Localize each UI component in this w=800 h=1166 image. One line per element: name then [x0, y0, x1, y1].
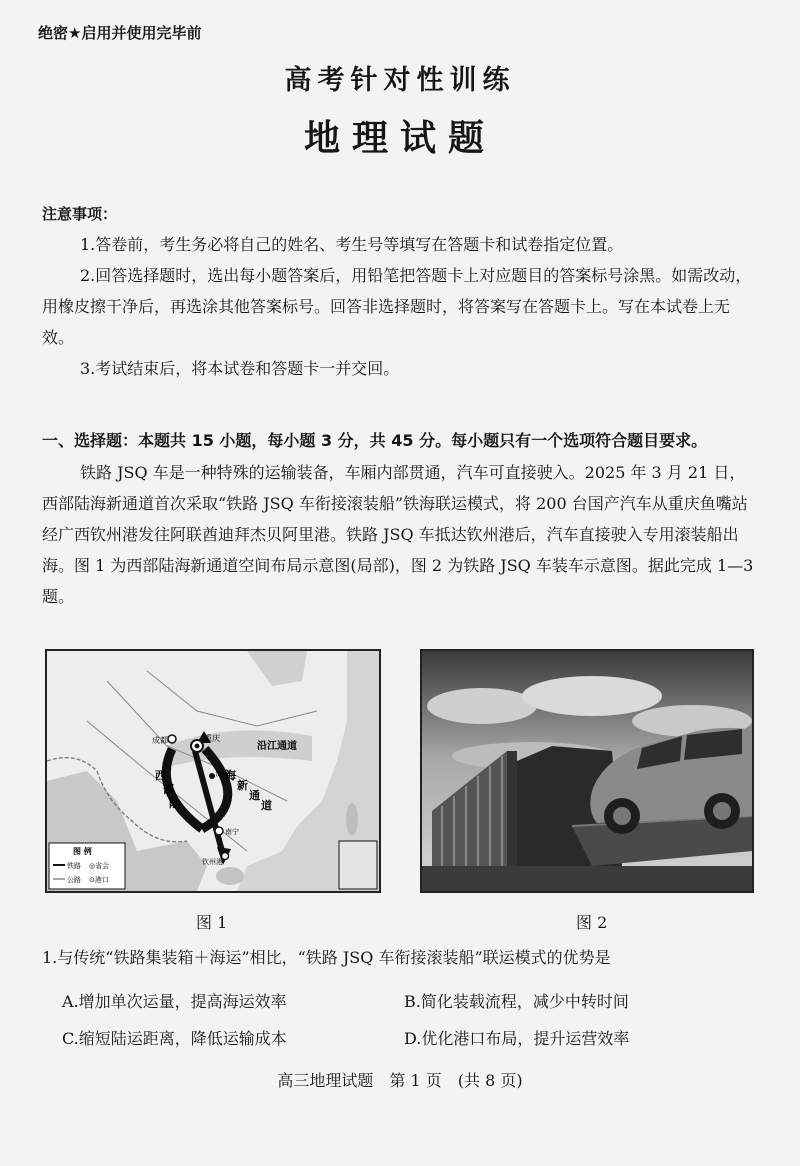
legend-port: ⊙港口: [89, 876, 109, 884]
subject-title: 地理试题: [303, 117, 496, 159]
map-inset: [339, 841, 377, 889]
map-graphic: [47, 651, 379, 891]
label-guiyang: 贵阳: [215, 770, 229, 778]
label-west-3: 陆: [169, 797, 180, 810]
label-west-2: 部: [163, 783, 174, 796]
exam-title: 高考针对性训练: [284, 65, 516, 96]
question-1-stem: 1.与传统“铁路集装箱＋海运”相比，“铁路 JSQ 车衔接滚装船”联运模式的优势是: [42, 948, 611, 967]
label-chongqing: 重庆: [204, 734, 220, 743]
figure-2-photo: [420, 649, 754, 893]
figure-1-caption: 图 1: [196, 913, 228, 932]
figure-2-caption: 图 2: [576, 913, 608, 932]
notice-heading: 注意事项：: [42, 205, 118, 223]
option-c: C.缩短陆运距离，降低运输成本: [62, 1029, 287, 1048]
legend-capital: ◎省会: [89, 862, 110, 870]
label-west-6: 通: [249, 789, 260, 802]
legend-rail: 铁路: [67, 862, 81, 870]
section-heading: 一、选择题：本题共 15 小题，每小题 3 分，共 45 分。每小题只有一个选项符合题目要求。: [42, 431, 708, 450]
label-west-4: 海: [225, 769, 236, 782]
figure-1-map: [45, 649, 381, 893]
option-b: B.简化装载流程，减少中转时间: [404, 992, 629, 1011]
label-nanning: 南宁: [225, 828, 239, 836]
notice-item-2: 2.回答选择题时，选出每小题答案后，用铅笔把答题卡上对应题目的答案标号涂黑。如需改动，用橡皮擦干净后，再选涂其他答案标号。回答非选择题时，将答案写在答题卡上。写在本试卷上无效。: [42, 266, 752, 347]
passage: [42, 457, 758, 612]
legend-road: 公路: [67, 876, 81, 884]
notice-list: [42, 229, 758, 384]
label-yanjiang: 沿江通道: [257, 741, 297, 752]
label-chengdu: 成都: [152, 736, 168, 745]
label-west-7: 道: [261, 799, 272, 812]
label-qinzhou: 钦州港: [202, 858, 223, 866]
notice-item-1: 1.答卷前，考生务必将自己的姓名、考生号等填写在答题卡和试卷指定位置。: [80, 235, 624, 254]
page-footer: 高三地理试题 第 1 页 (共 8 页): [277, 1071, 523, 1090]
legend-title: 图 例: [73, 847, 92, 856]
label-west-5: 新: [237, 779, 248, 792]
option-d: D.优化港口布局，提升运营效率: [404, 1029, 630, 1048]
confidential-note: 绝密★启用并使用完毕前: [38, 24, 202, 42]
option-a: A.增加单次运量，提高海运效率: [62, 992, 287, 1011]
label-west-1: 西: [155, 769, 166, 782]
passage-text: 铁路 JSQ 车是一种特殊的运输装备，车厢内部贯通，汽车可直接驶入。2025 年 3 月 21 日，西部陆海新通道首次采取“铁路 JSQ 车衔接滚装船”铁海联运模式，将 200 台国产汽车从重庆鱼嘴站经广西钦州港发往阿联酋迪拜杰贝阿里港。铁路 JSQ 车抵达钦州港后，汽车直接驶入专用滚装船出海。图 1 为西部陆海新通道空间布局示意图(局部)，图 2 为铁路 JSQ 车装车示意图。据此完成 1—3 题。: [42, 463, 754, 606]
photo-graphic: [422, 651, 752, 891]
notice-item-3: 3.考试结束后，将本试卷和答题卡一并交回。: [80, 359, 400, 378]
